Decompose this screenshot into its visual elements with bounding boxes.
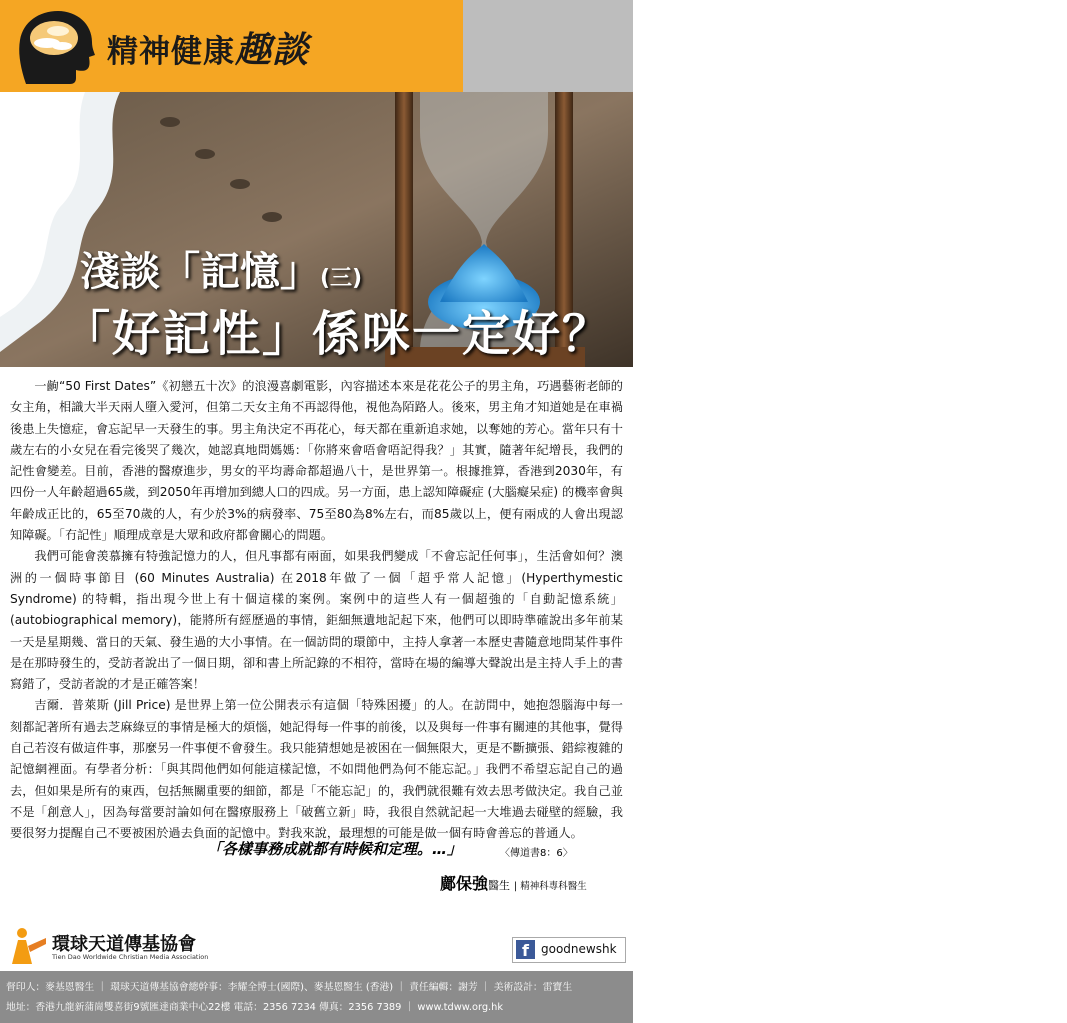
organization-english-name: Tien Dao Worldwide Christian Media Association	[52, 953, 209, 961]
author-department-text: 精神科專科醫生	[520, 881, 587, 892]
orange-person-logo-icon	[8, 926, 48, 966]
footer-line-contact: 地址：香港九龍新蒲崗雙喜街9號匯達商業中心22樓 電話：2356 7234 傳真：2356 7389 ｜ www.tdww.org.hk	[6, 1002, 504, 1013]
article-title-line1	[80, 240, 362, 297]
hero-banner	[0, 92, 633, 367]
author-name: 鄺保強	[440, 874, 489, 893]
brand-wordmark	[947, 16, 1067, 60]
brand-char-1: 談	[947, 24, 979, 59]
title-part-number: (三)	[320, 266, 363, 291]
author-title: 醫生	[488, 879, 511, 892]
facebook-badge[interactable]	[512, 937, 626, 963]
article-paragraph: 吉爾．普萊斯 (Jill Price) 是世界上第一位公開表示有這個「特殊困擾」的人。在訪問中，她抱怨腦海中每一刻都記著所有過去芝麻綠豆的事情是極大的煩惱，她記得每一件事的前後，以及與每一件事有關連的其他事，覺得自己若沒有做這件事，那麼另一件事便不會發生。我只能猜想她是被困在一個無限大，更是不斷擴張、錯綜複雜的記憶網裡面。有學者分析：「與其問他們如何能這樣記憶，不如問他們為何不能忘記。」我們不希望忘記自己的過去，但如果是所有的東西，包括無關重要的細節，都是「不能忘記」的，我們就很難有效去思考做決定。我自己並不是「創意人」，因為每當要討論如何在醫療服務上「破舊立新」時，我很自然就記起一大堆過去碰壁的經驗，我要很努力提醒自己不要被困於過去負面的記憶中。對我來說，最理想的可能是做一個有時會善忘的普通人。	[10, 698, 623, 841]
title-line1-text: 淺談「記憶」	[80, 249, 320, 295]
organization-logo	[8, 926, 268, 966]
organization-name: 環球天道傳基協會	[52, 934, 196, 955]
column-header	[0, 0, 1067, 92]
footer-credits	[0, 971, 633, 1023]
brand-char-3: 說	[1003, 24, 1036, 59]
header-orange-band	[0, 0, 463, 92]
article-title-line2: 「好記性」係咪一定好？	[62, 306, 613, 362]
footer-line-credits: 督印人：麥基恩醫生 ｜ 環球天道傳基協會總幹事：李耀全博士(國際)、麥基恩醫生 (香港) ｜ 責任編輯：謝芳 ｜ 美術設計：雷寶生	[6, 982, 573, 993]
column-title-emphasis: 趣談	[235, 30, 310, 71]
head-profile-icon	[14, 8, 96, 86]
facebook-icon: f	[516, 940, 535, 959]
brand-char-4: 道	[1035, 24, 1067, 59]
column-title	[107, 22, 309, 73]
article-paragraph: 我們可能會羡慕擁有特強記憶力的人，但凡事都有兩面，如果我們變成「不會忘記任何事」，生活會如何？澳洲的一個時事節目 (60 Minutes Australia) 在2018年做了一個「超乎常人記憶」(Hyperthymestic Syndrome) 的特輯，指出現今世上有十個這樣的案例。案例中的這些人有一個超強的「自動記憶系統」(autobiographical memory)，能將所有經歷過的事情，鉅細無遺地記起下來，他們可以即時準確說出多年前某一天是星期幾、當日的天氣、發生過的大小事情。在一個訪問的環節中，主持人拿著一本歷史書隨意地問某件事件是在那時發生的，受訪者說出了一個日期，卻和書上所記錄的不相符，當時在場的編導大聲說出是主持人手上的書寫錯了，受訪者說的才是正確答案！	[10, 549, 623, 692]
author-department: | 精神科專科醫生	[514, 881, 587, 892]
header-gray-band	[463, 0, 1067, 92]
author-signature	[440, 871, 587, 894]
brand-char-2: 天	[979, 24, 1004, 49]
bible-quote: 「各樣事務成就都有時候和定理。…」	[207, 840, 463, 858]
facebook-handle[interactable]: goodnewshk	[541, 942, 617, 956]
bible-reference: 〈傳道書8：6〉	[500, 848, 573, 859]
article-body	[10, 376, 623, 845]
article-paragraph: 一齣“50 First Dates”《初戀五十次》的浪漫喜劇電影，內容描述本來是花花公子的男主角，巧遇藝術老師的女主角，相識大半天兩人墮入愛河，但第二天女主角不再認得他，視他為陌路人。後來，男主角才知道她是在車禍後患上失憶症，會忘記早一天發生的事。男主角決定不再花心，每天都在重新追求她，以奪她的芳心。當年只有十歲左右的小女兒在看完後哭了幾次，她認真地問媽媽：「你將來會唔會唔記得我？」其實，隨著年紀增長，我們的記性會變差。目前，香港的醫療進步，男女的平均壽命都超過八十，是世界第一。根據推算，香港到2030年，有四份一人年齡超過65歲，到2050年再增加到總人口的四成。另一方面，患上認知障礙症 (大腦癡呆症) 的機率會與年齡成正比的，65至70歲的人，有少於3%的病發率、75至80為8%左右，而85歲以上，便有兩成的人會出現認知障礙。「冇記性」順理成章是大眾和政府都會關心的問題。	[10, 379, 623, 543]
column-title-prefix: 精神健康	[107, 34, 235, 70]
